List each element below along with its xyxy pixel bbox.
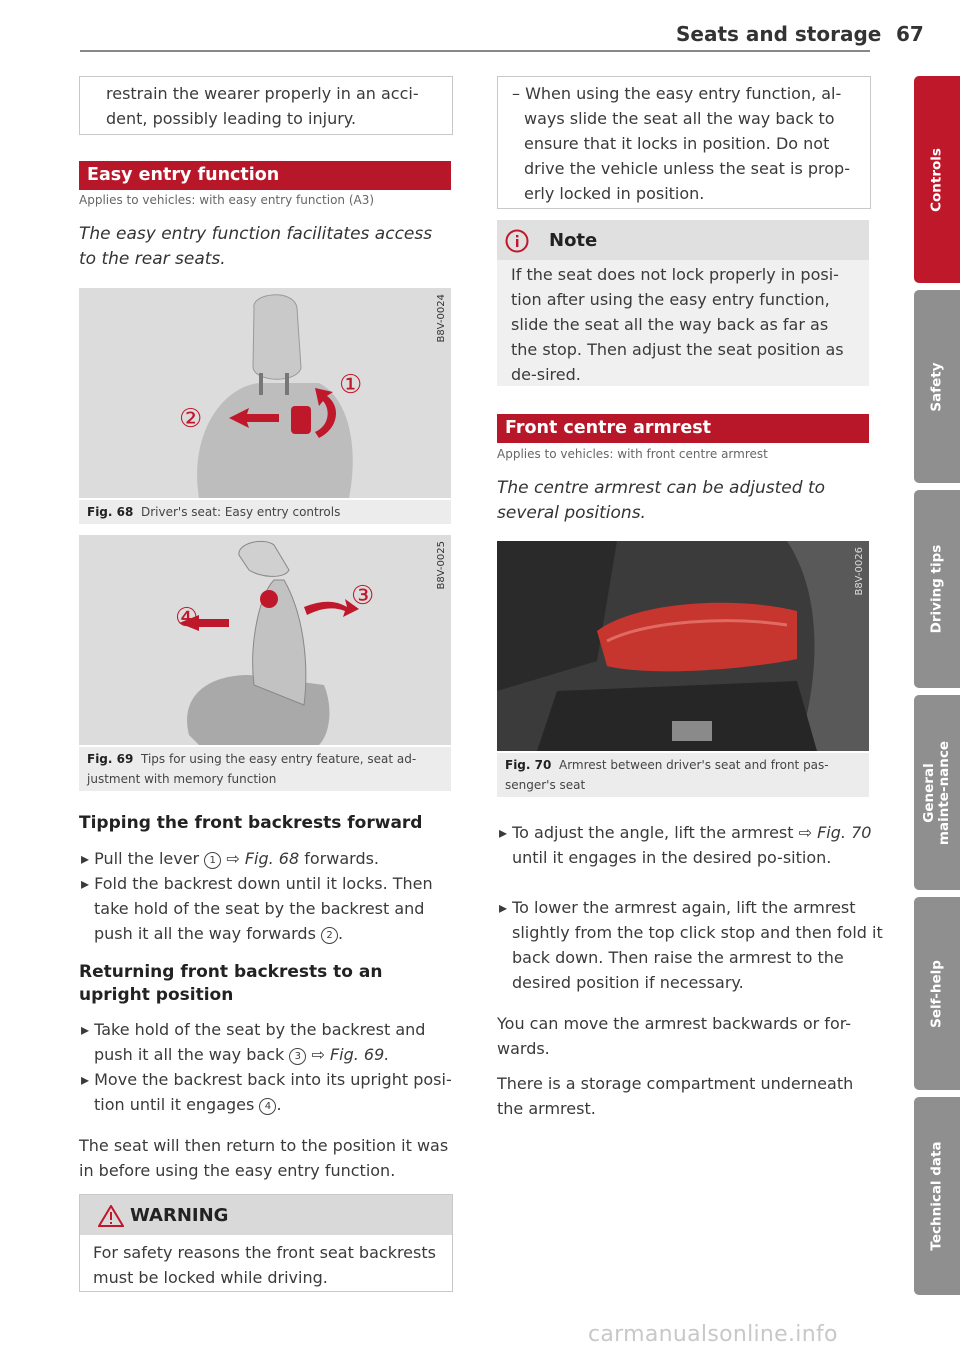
warning-continuation-right xyxy=(497,76,871,209)
warning-continuation-box xyxy=(79,76,453,135)
tab-self-help-label: Self-help xyxy=(928,959,945,1028)
step-fold-backrest-text: Fold the backrest down until it locks. Then take hold of the seat by the backrest and push it all the way forwards xyxy=(94,874,433,943)
step-push-back-text: Take hold of the seat by the backrest and push it all the way back xyxy=(94,1020,426,1064)
subheading-returning: Returning front backrests to an upright position xyxy=(79,962,383,1005)
step-move-upright: ▸ Move the backrest back into its upright posi-tion until it engages 4 . xyxy=(81,1070,452,1114)
seat-illustration-fig69 xyxy=(79,535,451,745)
step-push-back: ▸ Take hold of the seat by the backrest and push it all the way back 3 ⇨ Fig. 69. xyxy=(81,1020,426,1064)
figure-70-label: Fig. 70 xyxy=(505,758,552,772)
figure-68-id: B8V-0024 xyxy=(436,294,447,343)
warning-header xyxy=(80,1195,452,1235)
warning-text: For safety reasons the front seat backrests must be locked while driving. xyxy=(93,1243,436,1287)
callout-1: ① xyxy=(339,370,363,400)
warning-item-text: When using the easy entry function, al-ways slide the seat all the way back to ensure that it locks in position. Do not drive the vehicle unless the seat is prop-erly locked in position. xyxy=(524,84,850,203)
step-move-upright-text: Move the backrest back into its upright posi-tion until it engages xyxy=(94,1070,452,1114)
figure-69-caption xyxy=(79,747,451,791)
page-number: 67 xyxy=(896,22,924,46)
tab-general-maintenance[interactable] xyxy=(914,695,960,890)
step-fold-backrest: ▸ Fold the backrest down until it locks. Then take hold of the seat by the backrest and push it all the way forwards 2 . xyxy=(81,874,433,943)
callout-4: ④ xyxy=(175,603,199,633)
paragraph-storage: There is a storage compartment underneath the armrest. xyxy=(497,1074,854,1118)
step-adjust-angle: ▸ To adjust the angle, lift the armrest ⇨ Fig. 70 until it engages in the desired po-sition. xyxy=(499,823,872,867)
tab-technical-data-label: Technical data xyxy=(928,1141,945,1251)
callout-ref-4: 4 xyxy=(259,1098,276,1115)
warning-continuation-text: restrain the wearer properly in an acci- dent, possibly leading to injury. xyxy=(106,84,419,128)
figure-70-id: B8V-0026 xyxy=(854,547,865,596)
info-icon xyxy=(505,229,529,253)
callout-ref-2: 2 xyxy=(321,927,338,944)
step-pull-lever-text: Pull the lever xyxy=(94,849,200,868)
step-pull-lever: ▸ Pull the lever 1 ⇨ Fig. 68 forwards. xyxy=(81,849,380,868)
step-lower-armrest: ▸ To lower the armrest again, lift the armrest slightly from the top click stop and then fold it back down. Then raise the armrest to the desired position if necessary. xyxy=(499,898,883,992)
figure-69-label: Fig. 69 xyxy=(87,752,134,766)
intro-armrest: The centre armrest can be adjusted to several positions. xyxy=(497,478,826,523)
running-header-title: Seats and storage xyxy=(676,22,882,46)
figure-68-caption-text: Driver's seat: Easy entry controls xyxy=(140,505,341,519)
fig70-reference[interactable]: ⇨ Fig. 70 xyxy=(798,823,872,842)
warning-box xyxy=(79,1194,453,1292)
warning-item-easy-entry: – When using the easy entry function, al-ways slide the seat all the way back to ensure that it locks in position. Do not drive the vehicle unless the seat is prop-erly locked in position. xyxy=(512,84,850,203)
figure-68-image xyxy=(79,288,451,498)
paragraph-move-armrest: You can move the armrest backwards or for-wards. xyxy=(497,1014,852,1058)
callout-ref-3: 3 xyxy=(289,1048,306,1065)
tab-driving-tips-label: Driving tips xyxy=(928,544,945,634)
intro-easy-entry: The easy entry function facilitates access to the rear seats. xyxy=(79,224,433,269)
tab-technical-data[interactable] xyxy=(914,1097,960,1295)
seat-illustration-fig68 xyxy=(79,288,451,498)
subheading-tipping: Tipping the front backrests forward xyxy=(79,813,423,833)
step-adjust-angle-post: until it engages in the desired po-sition. xyxy=(512,848,832,867)
tab-safety-label: Safety xyxy=(928,361,945,412)
figure-70-caption-text: Armrest between driver's seat and front pas-senger's seat xyxy=(505,758,829,792)
header-rule xyxy=(80,50,870,52)
section-title-easy-entry: Easy entry function xyxy=(79,161,451,190)
tab-controls-label: Controls xyxy=(928,147,945,212)
warning-triangle-icon xyxy=(98,1205,124,1227)
tab-driving-tips[interactable] xyxy=(914,490,960,688)
tab-safety[interactable] xyxy=(914,290,960,483)
figure-70-caption xyxy=(497,753,869,797)
figure-68-caption xyxy=(79,500,451,524)
step-lower-armrest-text: To lower the armrest again, lift the armrest slightly from the top click stop and then fold it back down. Then raise the armrest to the desired position if necessary. xyxy=(512,898,883,992)
callout-ref-1: 1 xyxy=(204,852,221,869)
figure-68-label: Fig. 68 xyxy=(87,505,134,519)
section-title-armrest: Front centre armrest xyxy=(497,414,869,443)
watermark: carmanualsonline.info xyxy=(588,1322,838,1347)
note-body: If the seat does not lock properly in posi-tion after using the easy entry function, slide the seat all the way back as far as the stop. Then adjust the seat position as de-sired. xyxy=(497,260,869,386)
callout-2: ② xyxy=(179,404,203,434)
callout-3: ③ xyxy=(351,581,375,611)
applies-armrest: Applies to vehicles: with front centre armrest xyxy=(497,447,768,461)
tab-controls[interactable] xyxy=(914,76,960,283)
fig68-reference[interactable]: ⇨ Fig. 68 xyxy=(226,849,300,868)
tab-general-maintenance-label: General mainte-nance xyxy=(921,740,952,845)
step-adjust-angle-text: To adjust the angle, lift the armrest xyxy=(512,823,794,842)
armrest-illustration xyxy=(497,541,869,751)
figure-70-image xyxy=(497,541,869,751)
step-pull-lever-post: forwards. xyxy=(304,849,380,868)
fig69-reference[interactable]: ⇨ Fig. 69. xyxy=(311,1045,390,1064)
paragraph-seat-return: The seat will then return to the position it was in before using the easy entry function. xyxy=(79,1136,449,1180)
tab-self-help[interactable] xyxy=(914,897,960,1090)
figure-69-id: B8V-0025 xyxy=(436,541,447,590)
note-header xyxy=(497,220,869,260)
figure-69-caption-text: Tips for using the easy entry feature, seat ad-justment with memory function xyxy=(87,752,417,786)
figure-69-image xyxy=(79,535,451,745)
note-title: Note xyxy=(549,230,598,251)
applies-easy-entry: Applies to vehicles: with easy entry function (A3) xyxy=(79,193,375,207)
warning-title: WARNING xyxy=(130,1205,229,1226)
